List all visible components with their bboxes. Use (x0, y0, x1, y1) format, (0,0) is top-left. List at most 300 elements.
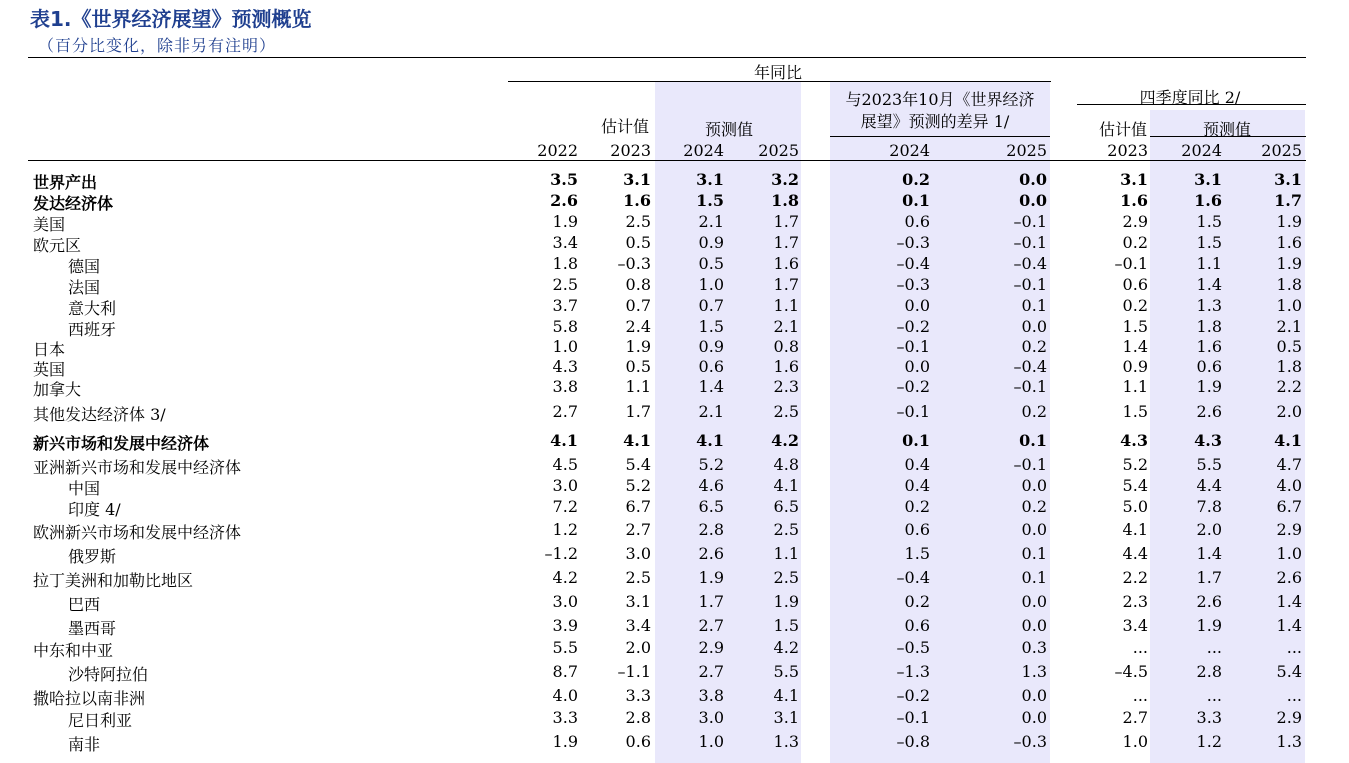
row-value: 0.8 (773, 337, 799, 356)
row-value: 1.6 (623, 191, 651, 210)
row-label: 英国 (33, 360, 66, 379)
row-value: 1.5 (698, 317, 724, 336)
row-value: 2.7 (1122, 708, 1148, 727)
table-row (0, 212, 1349, 232)
row-value: 0.0 (904, 357, 930, 376)
row-value: –0.4 (1013, 254, 1047, 273)
row-value: 1.2 (1196, 732, 1222, 751)
row-label: 发达经济体 (33, 194, 114, 213)
row-value: 0.9 (1122, 357, 1148, 376)
row-value: 1.6 (773, 254, 799, 273)
row-value: 2.6 (698, 544, 724, 563)
row-value: 1.1 (773, 544, 799, 563)
row-value: 1.8 (1276, 357, 1302, 376)
row-value: –4.5 (1114, 662, 1148, 681)
row-value: 2.6 (1196, 402, 1222, 421)
header-diff-line2: 展望》预测的差异 1/ (860, 112, 1010, 131)
row-value: –0.2 (896, 377, 930, 396)
row-value: 1.5 (1122, 317, 1148, 336)
table-row (0, 191, 1349, 211)
row-value: 5.4 (1276, 662, 1302, 681)
row-value: 0.6 (698, 357, 724, 376)
row-value: 1.6 (773, 357, 799, 376)
row-value: 8.7 (552, 662, 578, 681)
header-q4: 四季度同比 2/ (1139, 88, 1241, 107)
row-value: 4.2 (771, 431, 799, 450)
table-title: 表1.《世界经济展望》预测概览 (30, 7, 312, 31)
row-value: 1.8 (552, 254, 578, 273)
table-row (0, 377, 1349, 397)
row-value: 1.4 (1276, 616, 1302, 635)
row-value: 1.5 (1196, 233, 1222, 252)
row-value: 6.7 (1276, 497, 1302, 516)
row-value: 1.5 (696, 191, 724, 210)
row-value: 1.0 (698, 275, 724, 294)
row-value: 1.9 (1276, 254, 1302, 273)
row-value: 2.7 (625, 520, 651, 539)
row-value: 6.7 (625, 497, 651, 516)
row-value: –1.2 (544, 544, 578, 563)
row-value: 0.0 (1019, 170, 1047, 189)
row-label: 欧洲新兴市场和发展中经济体 (33, 523, 242, 542)
row-value: 0.0 (1021, 686, 1047, 705)
row-value: 0.6 (904, 520, 930, 539)
header-estimate: 估计值 (600, 117, 649, 136)
row-value: –1.1 (617, 662, 651, 681)
row-value: 1.4 (1122, 337, 1148, 356)
row-value: 4.1 (1274, 431, 1302, 450)
row-value: 5.4 (625, 455, 651, 474)
row-value: 2.5 (773, 568, 799, 587)
row-value: 2.6 (1276, 568, 1302, 587)
row-value: 2.7 (552, 402, 578, 421)
row-value: –0.1 (1013, 233, 1047, 252)
row-value: 2.1 (698, 402, 724, 421)
row-label: 德国 (68, 257, 101, 276)
row-value: –0.1 (1013, 212, 1047, 231)
table-row (0, 296, 1349, 316)
row-label: 意大利 (68, 299, 117, 318)
row-label: 新兴市场和发展中经济体 (33, 434, 210, 453)
row-value: 1.0 (1276, 544, 1302, 563)
row-value: 3.4 (1122, 616, 1148, 635)
table-row (0, 337, 1349, 357)
diff-rule (830, 136, 1050, 137)
row-label: 拉丁美洲和加勒比地区 (33, 571, 194, 590)
table-row (0, 732, 1349, 752)
row-value: 0.2 (904, 592, 930, 611)
row-value: 4.2 (552, 568, 578, 587)
row-value: 2.7 (698, 662, 724, 681)
row-value: 0.3 (1021, 638, 1047, 657)
top-rule (28, 57, 1306, 58)
header-q4-estimate: 估计值 (1098, 120, 1147, 139)
row-value: 4.1 (773, 686, 799, 705)
row-value: 1.0 (698, 732, 724, 751)
row-value: 1.5 (1196, 212, 1222, 231)
row-label: 中国 (68, 479, 101, 498)
table-subtitle: （百分比变化，除非另有注明） (38, 36, 277, 55)
row-value: –0.5 (896, 638, 930, 657)
row-value: –0.8 (896, 732, 930, 751)
row-value: 1.4 (1196, 275, 1222, 294)
row-value: 2.3 (1122, 592, 1148, 611)
row-value: 1.6 (1194, 191, 1222, 210)
row-value: 0.1 (902, 191, 930, 210)
row-value: 1.9 (552, 732, 578, 751)
row-value: ... (1132, 638, 1148, 657)
row-value: 2.9 (1276, 708, 1302, 727)
row-value: 0.2 (1122, 233, 1148, 252)
row-value: 2.3 (773, 377, 799, 396)
table-row (0, 275, 1349, 295)
row-value: 1.9 (1276, 212, 1302, 231)
row-value: 1.9 (1196, 377, 1222, 396)
row-value: 2.8 (625, 708, 651, 727)
row-value: 0.1 (1021, 296, 1047, 315)
row-value: –0.1 (896, 337, 930, 356)
row-value: 1.2 (552, 520, 578, 539)
row-value: 0.1 (1021, 568, 1047, 587)
row-value: 0.0 (904, 296, 930, 315)
row-value: ... (1132, 686, 1148, 705)
table-row (0, 254, 1349, 274)
row-value: 1.4 (698, 377, 724, 396)
row-value: 1.8 (771, 191, 799, 210)
row-value: 0.0 (1021, 616, 1047, 635)
year-2024: 2024 (683, 141, 724, 160)
row-value: 2.1 (698, 212, 724, 231)
row-value: 1.7 (773, 233, 799, 252)
row-label: 西班牙 (68, 320, 117, 339)
row-value: 2.2 (1122, 568, 1148, 587)
row-value: 0.5 (625, 357, 651, 376)
table-row (0, 592, 1349, 612)
row-label: 墨西哥 (68, 619, 117, 638)
row-value: 5.8 (552, 317, 578, 336)
row-value: ... (1206, 638, 1222, 657)
row-value: 2.2 (1276, 377, 1302, 396)
row-value: 3.1 (625, 592, 651, 611)
table-row (0, 402, 1349, 422)
table-row (0, 476, 1349, 496)
row-value: 3.3 (625, 686, 651, 705)
table-row (0, 616, 1349, 636)
row-value: 3.1 (1194, 170, 1222, 189)
year-2023: 2023 (610, 141, 651, 160)
row-value: 3.5 (550, 170, 578, 189)
row-value: 4.1 (550, 431, 578, 450)
row-value: 2.5 (625, 568, 651, 587)
row-value: 1.6 (1196, 337, 1222, 356)
row-label: 其他发达经济体 3/ (33, 405, 166, 424)
row-value: 4.1 (623, 431, 651, 450)
row-value: 4.1 (1122, 520, 1148, 539)
row-label: 中东和中亚 (33, 641, 114, 660)
row-value: 1.9 (625, 337, 651, 356)
row-value: 3.1 (1120, 170, 1148, 189)
row-value: 4.0 (1276, 476, 1302, 495)
diff-year-2024: 2024 (889, 141, 930, 160)
row-value: 2.4 (625, 317, 651, 336)
row-value: 5.0 (1122, 497, 1148, 516)
row-value: 6.5 (773, 497, 799, 516)
row-value: 0.4 (904, 476, 930, 495)
row-label: 欧元区 (33, 236, 82, 255)
table-row (0, 170, 1349, 190)
row-value: 3.1 (623, 170, 651, 189)
row-value: –0.2 (896, 317, 930, 336)
row-value: 5.5 (552, 638, 578, 657)
row-value: 0.0 (1021, 317, 1047, 336)
row-value: 1.0 (1122, 732, 1148, 751)
row-value: 1.7 (698, 592, 724, 611)
row-label: 撒哈拉以南非洲 (33, 689, 146, 708)
row-value: 0.0 (1021, 476, 1047, 495)
row-value: 4.2 (773, 638, 799, 657)
row-value: 3.1 (696, 170, 724, 189)
row-value: 2.9 (1276, 520, 1302, 539)
table-row (0, 568, 1349, 588)
row-label: 法国 (68, 278, 101, 297)
table-row (0, 638, 1349, 658)
row-value: 0.1 (1021, 544, 1047, 563)
row-value: 1.8 (1196, 317, 1222, 336)
row-value: 0.2 (1122, 296, 1148, 315)
row-value: 0.7 (698, 296, 724, 315)
row-value: 0.2 (904, 497, 930, 516)
row-value: –0.3 (896, 275, 930, 294)
header-yoy: 年同比 (753, 63, 802, 82)
row-value: 4.1 (696, 431, 724, 450)
row-value: 3.1 (773, 708, 799, 727)
row-value: 0.2 (902, 170, 930, 189)
row-value: 1.1 (773, 296, 799, 315)
row-value: 3.0 (552, 592, 578, 611)
header-projection: 预测值 (704, 120, 753, 139)
row-value: 3.8 (698, 686, 724, 705)
row-value: 1.4 (1276, 592, 1302, 611)
row-value: 5.5 (1196, 455, 1222, 474)
row-value: 4.3 (1194, 431, 1222, 450)
row-value: 1.0 (552, 337, 578, 356)
row-value: 3.0 (698, 708, 724, 727)
row-value: 3.8 (552, 377, 578, 396)
row-value: 1.1 (1196, 254, 1222, 273)
row-value: 0.0 (1021, 592, 1047, 611)
row-value: 2.5 (625, 212, 651, 231)
row-value: 0.0 (1021, 520, 1047, 539)
row-value: 1.9 (698, 568, 724, 587)
row-value: –0.4 (896, 568, 930, 587)
table-row (0, 544, 1349, 564)
row-value: 4.4 (1196, 476, 1222, 495)
row-value: 2.9 (698, 638, 724, 657)
year-2025: 2025 (758, 141, 799, 160)
row-value: 1.0 (1276, 296, 1302, 315)
row-value: 0.2 (1021, 337, 1047, 356)
row-label: 亚洲新兴市场和发展中经济体 (33, 458, 242, 477)
row-value: 1.8 (1276, 275, 1302, 294)
row-value: 0.9 (698, 233, 724, 252)
row-value: 0.5 (698, 254, 724, 273)
row-value: 3.7 (552, 296, 578, 315)
row-label: 日本 (33, 340, 66, 359)
row-value: 1.3 (1021, 662, 1047, 681)
row-value: 2.8 (698, 520, 724, 539)
row-value: 1.7 (1196, 568, 1222, 587)
row-value: 1.3 (1276, 732, 1302, 751)
table-row (0, 233, 1349, 253)
row-value: 1.4 (1196, 544, 1222, 563)
row-value: 2.6 (550, 191, 578, 210)
table-row (0, 520, 1349, 540)
row-label: 俄罗斯 (68, 547, 117, 566)
row-value: 0.8 (625, 275, 651, 294)
row-value: –0.4 (896, 254, 930, 273)
row-value: 2.0 (1276, 402, 1302, 421)
row-label: 世界产出 (33, 173, 98, 192)
row-value: –1.3 (896, 662, 930, 681)
row-value: 0.6 (904, 212, 930, 231)
table-row (0, 317, 1349, 337)
row-value: 5.5 (773, 662, 799, 681)
row-value: ... (1286, 638, 1302, 657)
table-row (0, 686, 1349, 706)
row-value: 1.1 (1122, 377, 1148, 396)
row-value: 0.6 (904, 616, 930, 635)
row-value: 3.2 (771, 170, 799, 189)
row-value: 4.8 (773, 455, 799, 474)
header-diff-line1: 与2023年10月《世界经济 (845, 90, 1035, 109)
table-row (0, 708, 1349, 728)
q4-year-2023: 2023 (1107, 141, 1148, 160)
row-value: 2.5 (773, 402, 799, 421)
row-value: –0.4 (1013, 357, 1047, 376)
row-value: 3.1 (1274, 170, 1302, 189)
row-label: 印度 4/ (68, 500, 121, 519)
row-label: 加拿大 (33, 380, 82, 399)
row-value: 2.6 (1196, 592, 1222, 611)
row-value: 4.1 (773, 476, 799, 495)
row-value: –0.2 (896, 686, 930, 705)
row-value: 0.9 (698, 337, 724, 356)
table-row (0, 497, 1349, 517)
row-value: 1.6 (1276, 233, 1302, 252)
row-value: 1.5 (904, 544, 930, 563)
row-value: 0.0 (1019, 191, 1047, 210)
row-value: 1.5 (1122, 402, 1148, 421)
table-row (0, 662, 1349, 682)
row-value: 0.2 (1021, 497, 1047, 516)
row-value: 3.4 (552, 233, 578, 252)
row-value: 0.6 (1122, 275, 1148, 294)
row-value: 7.2 (552, 497, 578, 516)
row-value: –0.3 (617, 254, 651, 273)
row-value: 3.3 (1196, 708, 1222, 727)
row-value: 5.2 (625, 476, 651, 495)
row-value: 1.5 (773, 616, 799, 635)
row-value: 2.7 (698, 616, 724, 635)
row-value: 0.1 (1019, 431, 1047, 450)
row-value: 0.2 (1021, 402, 1047, 421)
table-row (0, 357, 1349, 377)
header-bottom-rule (28, 160, 1306, 161)
row-value: 0.4 (904, 455, 930, 474)
row-value: 1.9 (1196, 616, 1222, 635)
row-value: 2.5 (552, 275, 578, 294)
row-value: 0.5 (1276, 337, 1302, 356)
row-value: –0.1 (896, 708, 930, 727)
year-2022: 2022 (537, 141, 578, 160)
row-value: 4.3 (1120, 431, 1148, 450)
row-value: 4.7 (1276, 455, 1302, 474)
row-label: 美国 (33, 215, 66, 234)
row-value: 1.7 (773, 275, 799, 294)
row-value: 1.7 (625, 402, 651, 421)
row-value: 1.1 (625, 377, 651, 396)
row-value: 1.7 (773, 212, 799, 231)
row-value: 2.9 (1122, 212, 1148, 231)
row-value: –0.1 (1013, 275, 1047, 294)
q4-year-2025: 2025 (1261, 141, 1302, 160)
row-value: 3.0 (625, 544, 651, 563)
row-value: –0.1 (896, 402, 930, 421)
row-value: 0.7 (625, 296, 651, 315)
row-value: 3.3 (552, 708, 578, 727)
row-value: –0.1 (1013, 377, 1047, 396)
row-value: ... (1206, 686, 1222, 705)
row-value: 0.5 (625, 233, 651, 252)
row-value: 2.0 (625, 638, 651, 657)
row-value: 4.3 (552, 357, 578, 376)
row-value: 6.5 (698, 497, 724, 516)
row-value: 4.6 (698, 476, 724, 495)
row-value: 1.9 (773, 592, 799, 611)
row-value: 0.6 (625, 732, 651, 751)
row-value: 1.3 (1196, 296, 1222, 315)
row-value: 5.2 (698, 455, 724, 474)
row-label: 尼日利亚 (68, 711, 133, 730)
row-value: 2.0 (1196, 520, 1222, 539)
row-value: 3.9 (552, 616, 578, 635)
row-value: 2.8 (1196, 662, 1222, 681)
row-value: –0.3 (1013, 732, 1047, 751)
row-value: 4.4 (1122, 544, 1148, 563)
row-value: 3.4 (625, 616, 651, 635)
row-value: 0.0 (1021, 708, 1047, 727)
row-value: 2.1 (1276, 317, 1302, 336)
row-value: 1.7 (1274, 191, 1302, 210)
diff-year-2025: 2025 (1006, 141, 1047, 160)
row-value: 3.0 (552, 476, 578, 495)
row-value: 5.2 (1122, 455, 1148, 474)
table-row (0, 455, 1349, 475)
row-value: 1.6 (1120, 191, 1148, 210)
row-value: 1.9 (552, 212, 578, 231)
row-value: 4.5 (552, 455, 578, 474)
row-value: 7.8 (1196, 497, 1222, 516)
row-value: 1.3 (773, 732, 799, 751)
row-label: 巴西 (68, 595, 101, 614)
table-row (0, 431, 1349, 451)
row-value: 4.0 (552, 686, 578, 705)
row-value: 2.1 (773, 317, 799, 336)
header-q4-projection: 预测值 (1202, 120, 1251, 139)
row-value: 0.1 (902, 431, 930, 450)
row-value: –0.3 (896, 233, 930, 252)
row-value: –0.1 (1013, 455, 1047, 474)
